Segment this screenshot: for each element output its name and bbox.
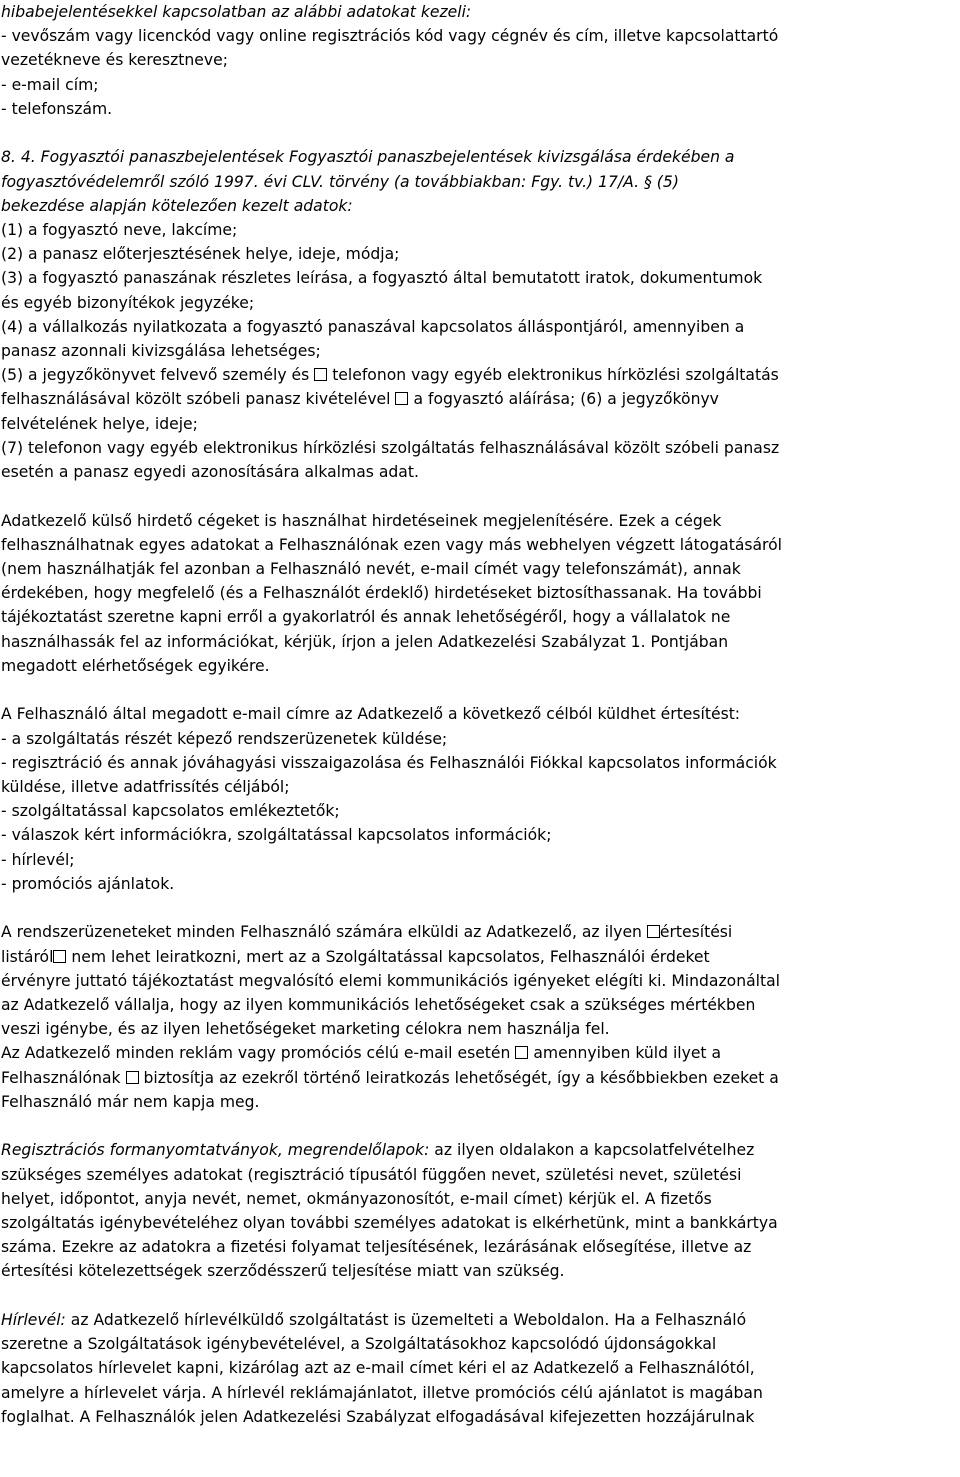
list-item-5-cont	[1, 387, 960, 411]
list-item: (7) telefonon vagy egyéb elektronikus hírközlési szolgáltatás felhasználásával közölt szóbeli panasz	[1, 438, 780, 457]
text-segment: Az Adatkezelő minden reklám vagy promóciós célú e-mail esetén	[1, 1044, 511, 1063]
paragraph-line: amelyre a hírlevelet várja. A hírlevél reklámajánlatot, illetve promóciós célú ajánlatot is magában	[1, 1383, 763, 1402]
paragraph-line: kapcsolatos hírlevelet kapni, kizárólag azt az e-mail címet kéri el az Adatkezelő a Felhasználótól,	[1, 1359, 755, 1378]
paragraph-line: Felhasználó már nem kapja meg.	[1, 1092, 260, 1111]
section-heading-line: fogyasztóvédelemről szóló 1997. évi CLV. törvény (a továbbiakban: Fgy. tv.) 17/A. § (5)	[1, 172, 679, 191]
paragraph-gap	[1, 678, 960, 703]
section-heading-line: 8. 4. Fogyasztói panaszbejelentések Fogyasztói panaszbejelentések kivizsgálása érdekében a	[1, 148, 735, 167]
paragraph-line	[1, 945, 960, 969]
list-item: - szolgáltatással kapcsolatos emlékeztetők;	[1, 802, 340, 821]
list-item: - válaszok kért információkra, szolgáltatással kapcsolatos információk;	[1, 826, 552, 845]
paragraph-line: helyet, időpontot, anyja nevét, nemet, okmányazonosítót, e-mail címet) kérjük el. A fizetős	[1, 1189, 712, 1208]
paragraph-line: szükséges személyes adatokat (regisztráció típusától függően nevet, születési nevet, születési	[1, 1165, 742, 1184]
section-heading-line: bekezdése alapján kötelezően kezelt adatok:	[1, 196, 353, 215]
paragraph-label: Hírlevél:	[1, 1311, 66, 1329]
text-segment: felhasználásával közölt szóbeli panasz kivételével	[1, 390, 391, 409]
text-segment: telefonon vagy egyéb elektronikus hírközlési szolgáltatás	[332, 366, 779, 385]
missing-glyph-box-icon	[515, 1046, 528, 1059]
system-messages-paragraph	[1, 920, 960, 1114]
text-segment: az Adatkezelő hírlevélküldő szolgáltatást is üzemelteti a Weboldalon. Ha a Felhasználó	[65, 1311, 747, 1329]
paragraph-line: felhasználhatnak egyes adatokat a Felhasználónak ezen vagy más webhelyen végzett látogatásáról	[1, 535, 782, 554]
paragraph-gap	[1, 1284, 960, 1309]
list-item: (1) a fogyasztó neve, lakcíme;	[1, 221, 238, 239]
text-segment: értesítési	[659, 923, 733, 942]
intro-block	[1, 0, 960, 121]
missing-glyph-box-icon	[126, 1071, 139, 1084]
intro-line: vezetékneve és keresztneve;	[1, 51, 228, 70]
list-item: (3) a fogyasztó panaszának részletes leírása, a fogyasztó által bemutatott iratok, dokumentumok	[1, 269, 763, 288]
list-item: küldése, illetve adatfrissítés céljából;	[1, 777, 290, 796]
intro-line: hibabejelentésekkel kapcsolatban az alábbi adatokat kezeli:	[1, 3, 472, 21]
list-item-6-cont: felvételének helye, ideje;	[1, 414, 198, 433]
paragraph-label: Regisztrációs formanyomtatványok, megrendelőlapok:	[1, 1141, 430, 1160]
intro-line: - e-mail cím;	[1, 75, 99, 94]
paragraph-line: szolgáltatás igénybevételéhez olyan további személyes adatokat is elkérhetünk, mint a bankkártya	[1, 1213, 778, 1232]
list-item: (2) a panasz előterjesztésének helye, ideje, módja;	[1, 245, 400, 264]
list-item: esetén a panasz egyedi azonosítására alkalmas adat.	[1, 462, 419, 481]
paragraph-line: foglalhat. A Felhasználók jelen Adatkezelési Szabályzat elfogadásával kifejezetten hozzájárulnak	[1, 1407, 755, 1426]
paragraph-line	[1, 1138, 960, 1162]
paragraph-line	[1, 1308, 960, 1332]
text-segment: Felhasználónak	[1, 1068, 121, 1087]
paragraph-line: értesítési kötelezettségek szerződésszerű teljesítése miatt van szükség.	[1, 1262, 565, 1281]
missing-glyph-box-icon	[314, 368, 327, 381]
list-item: - promóciós ajánlatok.	[1, 874, 175, 893]
paragraph-line: tájékoztatást szeretne kapni erről a gyakorlatról és annak lehetőségéről, hogy a vállalatok ne	[1, 608, 731, 627]
paragraph-gap	[1, 484, 960, 509]
list-item: - regisztráció és annak jóváhagyási visszaigazolása és Felhasználói Fiókkal kapcsolatos információk	[1, 753, 777, 772]
paragraph-gap	[1, 896, 960, 921]
paragraph-line: az Adatkezelő vállalja, hogy az ilyen kommunikációs lehetőségeket csak a szükséges mértékben	[1, 995, 756, 1014]
paragraph-line: érdekében, hogy megfelelő (és a Felhasználót érdeklő) hirdetéseket biztosíthassanak. Ha további	[1, 584, 762, 603]
paragraph-line	[1, 1041, 960, 1065]
email-paragraph	[1, 702, 960, 896]
registration-paragraph	[1, 1138, 960, 1283]
text-segment: a fogyasztó aláírása; (6) a jegyzőkönyv	[413, 390, 719, 409]
paragraph-line: száma. Ezekre az adatokra a fizetési folyamat teljesítésének, lezárásának elősegítése, illetve az	[1, 1238, 752, 1257]
list-item: panasz azonnali kivizsgálása lehetséges;	[1, 341, 321, 360]
missing-glyph-box-icon	[395, 392, 408, 405]
newsletter-paragraph	[1, 1308, 960, 1429]
ads-paragraph	[1, 509, 960, 678]
text-segment: nem lehet leiratkozni, mert az a Szolgáltatással kapcsolatos, Felhasználói érdeket	[71, 947, 710, 966]
paragraph-line: használhassák fel az információkat, kérjük, írjon a jelen Adatkezelési Szabályzat 1. Pontjában	[1, 632, 729, 651]
paragraph-gap	[1, 1114, 960, 1139]
paragraph-line: (nem használhatják fel azonban a Felhasználó nevét, e-mail címét vagy telefonszámát), annak	[1, 559, 741, 578]
intro-line: - vevőszám vagy licenckód vagy online regisztrációs kód vagy cégnév és cím, illetve kapcsolattartó	[1, 27, 779, 46]
paragraph-gap	[1, 121, 960, 146]
paragraph-line	[1, 920, 960, 944]
text-segment: listáról	[1, 947, 54, 966]
list-item-5	[1, 363, 960, 387]
list-item: - a szolgáltatás részét képező rendszerüzenetek küldése;	[1, 729, 448, 748]
missing-glyph-box-icon	[647, 925, 660, 938]
text-segment: amennyiben küld ilyet a	[533, 1044, 722, 1063]
paragraph-line: veszi igénybe, és az ilyen lehetőségeket marketing célokra nem használja fel.	[1, 1020, 610, 1039]
text-segment: (5) a jegyzőkönyvet felvevő személy és	[1, 366, 310, 385]
intro-line: - telefonszám.	[1, 99, 113, 118]
list-item: (4) a vállalkozás nyilatkozata a fogyasztó panaszával kapcsolatos álláspontjáról, amennyiben a	[1, 317, 745, 336]
paragraph-line: Adatkezelő külső hirdető cégeket is használhat hirdetéseinek megjelenítésére. Ezek a cégek	[1, 511, 722, 530]
text-segment: biztosítja az ezekről történő leiratkozás lehetőségét, így a későbbiekben ezeket a	[143, 1068, 779, 1087]
text-segment: A rendszerüzeneteket minden Felhasználó számára elküldi az Adatkezelő, az ilyen	[1, 923, 642, 942]
paragraph-line: érvényre juttató tájékoztatást megvalósító elemi kommunikációs igényeket elégíti ki. Mindazonáltal	[1, 971, 780, 990]
list-item: és egyéb bizonyítékok jegyzéke;	[1, 293, 255, 312]
paragraph-line: A Felhasználó által megadott e-mail címre az Adatkezelő a következő célból küldhet értesítést:	[1, 705, 741, 724]
list-item: - hírlevél;	[1, 850, 75, 869]
text-segment: az ilyen oldalakon a kapcsolatfelvételhez	[429, 1141, 755, 1160]
paragraph-line: szeretne a Szolgáltatások igénybevételével, a Szolgáltatásokhoz kapcsolódó újdonságokkal	[1, 1335, 717, 1354]
paragraph-line	[1, 1066, 960, 1090]
missing-glyph-box-icon	[53, 950, 66, 963]
paragraph-line: megadott elérhetőségek egyikére.	[1, 656, 270, 675]
section-8-4	[1, 145, 960, 484]
